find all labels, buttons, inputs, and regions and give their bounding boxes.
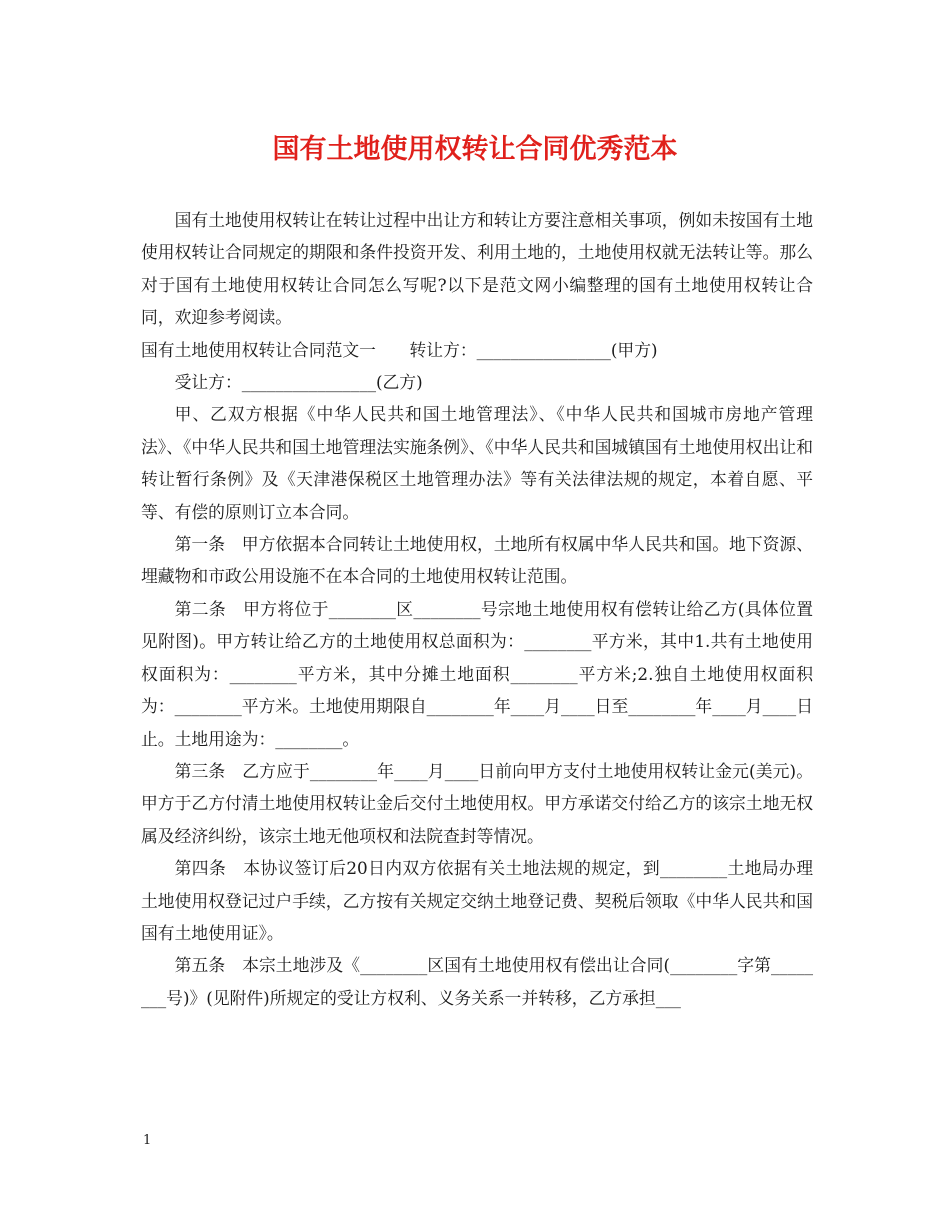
article-5-paragraph: 第五条 本宗土地涉及《________区国有土地使用权有偿出让合同(________字第________号)》(见附件)所规定的受让方权利、义务关系一并转移，乙方承担___ [141, 955, 813, 1008]
transferee-line: 受让方：________________(乙方) [174, 372, 423, 393]
intro-paragraph: 国有土地使用权转让在转让过程中出让方和转让方要注意相关事项，例如未按国有土地使用权转让合同规定的期限和条件投资开发、利用土地的，土地使用权就无法转让等。那么对于国有土地使用权转让合同怎么写呢?以下是范文网小编整理的国有土地使用权转让合同，欢迎参考阅读。 [141, 210, 813, 328]
document-title: 国有土地使用权转让合同优秀范本 [272, 134, 678, 165]
article-3-paragraph: 第三条 乙方应于________年____月____日前向甲方支付土地使用权转让金元(美元)。甲方于乙方付清土地使用权转让金后交付土地使用权。甲方承诺交付给乙方的该宗土地无权属及经济纠纷，该宗土地无他项权和法院查封等情况。 [141, 760, 813, 846]
document-body [141, 204, 813, 1014]
article-4-paragraph: 第四条 本协议签订后20日内双方依据有关土地法规的规定，到________土地局办理土地使用权登记过户手续，乙方按有关规定交纳土地登记费、契税后领取《中华人民共和国国有土地使用证》。 [141, 858, 813, 943]
page-number: 1 [143, 1133, 152, 1148]
legal-basis-paragraph: 甲、乙双方根据《中华人民共和国土地管理法》、《中华人民共和国城市房地产管理法》、《中华人民共和国土地管理法实施条例》、《中华人民共和国城镇国有土地使用权出让和转让暂行条例》及《天津港保税区土地管理办法》等有关法律法规的规定，本着自愿、平等、有偿的原则订立本合同。 [141, 404, 813, 522]
contract-heading-transferor: 国有土地使用权转让合同范文一 转让方：________________(甲方) [141, 339, 658, 360]
article-1-paragraph: 第一条 甲方依据本合同转让土地使用权，土地所有权属中华人民共和国。地下资源、埋藏物和市政公用设施不在本合同的土地使用权转让范围。 [141, 534, 813, 587]
article-2-paragraph: 第二条 甲方将位于________区________号宗地土地使用权有偿转让给乙方(具体位置见附图)。甲方转让给乙方的土地使用权总面积为：________平方米，其中1.共有土地使用权面积为：________平方米，其中分摊土地面积________平方米;2.独自土地使用权面积为：________平方米。土地使用期限自________年____月____日至________年____月____日止。土地用途为：________。 [141, 598, 813, 749]
